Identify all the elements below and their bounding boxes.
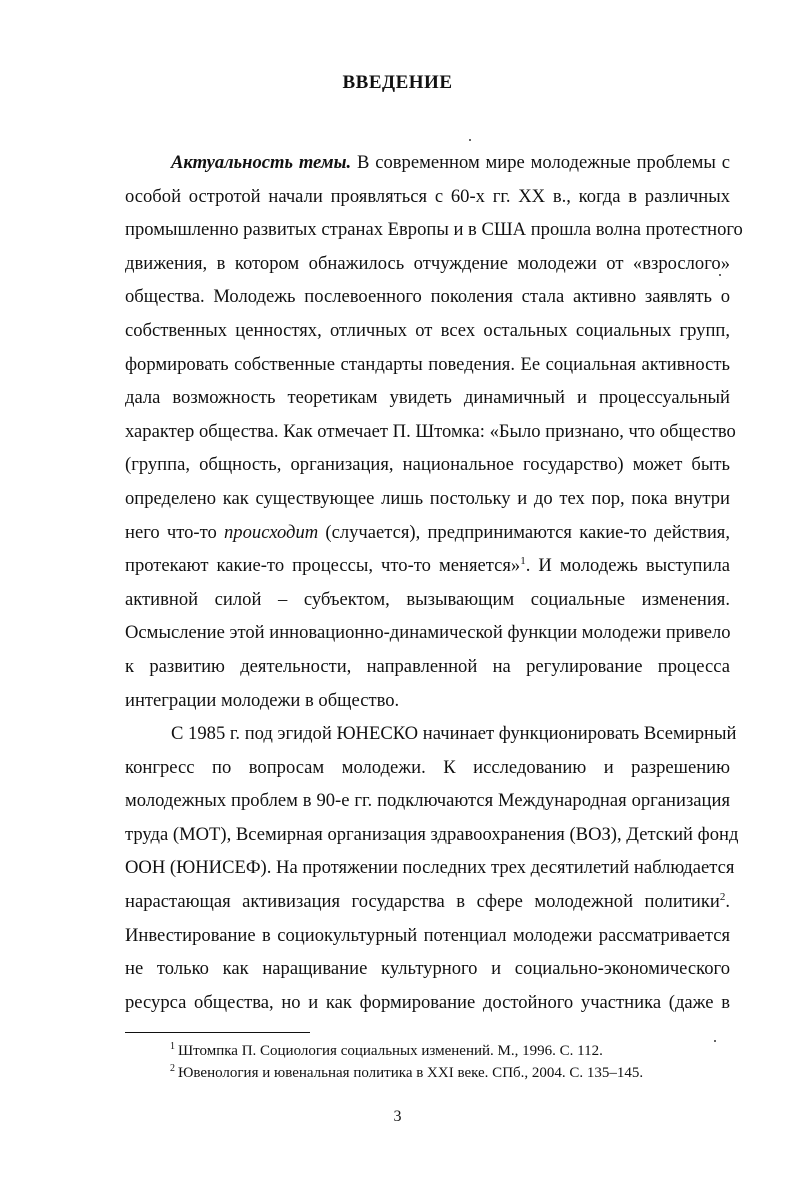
text-line: (группа, общность, организация, национальное государство) может быть [125,454,730,476]
footnotes [170,1040,730,1084]
text-line: движения, в котором обнажилось отчуждение молодежи от «взрослого» [125,252,730,274]
text-line: общества. Молодежь послевоенного поколения стала активно заявлять о [125,286,730,308]
text-line: активной силой – субъектом, вызывающим социальные изменения. [125,588,730,610]
text-line: Инвестирование в социокультурный потенциал молодежи рассматривается [125,924,730,946]
footnote-ref-1[interactable]: 1 [520,554,526,567]
text-line: особой остротой начали проявляться с 60-х гг. XX в., когда в различных [125,185,730,207]
scan-speck [719,274,721,276]
text-line: определено как существующее лишь постольку и до тех пор, пока внутри [125,487,730,509]
scan-speck [469,139,471,141]
paragraph-2 [125,717,739,1019]
scan-speck [714,1040,716,1042]
text-line: ООН (ЮНИСЕФ). На протяжении последних трех десятилетий наблюдается [125,857,735,879]
text-line: нарастающая активизация государства в сфере молодежной политики$^2$. [125,890,730,913]
text-line: С 1985 г. под эгидой ЮНЕСКО начинает функционировать Всемирный [171,723,737,745]
italic-term: происходит [224,521,319,543]
text-line: него что-то происходит (случается), предпринимаются какие-то действия, [125,521,730,543]
text-line: Осмысление этой инновационно-динамической функции молодежи привело [125,622,731,644]
text-line: протекают какие-то процессы, что-то меняется»$^1$. И молодежь выступила [125,554,730,577]
text-line: собственных ценностях, отличных от всех остальных социальных групп, [125,319,730,341]
page-number: 3 [393,1108,402,1125]
footnote-1: $^1$ Штомпка П. Социология социальных изменений. М., 1996. С. 112. [170,1041,603,1059]
text-line: формировать собственные стандарты поведения. Ее социальная активность [125,353,730,375]
paragraph-1 [125,146,743,717]
footnote-2: $^2$ Ювенология и ювенальная политика в XXI веке. СПб., 2004. С. 135–145. [170,1063,644,1081]
text-line: дала возможность теоретикам увидеть динамичный и процессуальный [125,387,730,409]
text-line: характер общества. Как отмечает П. Штомка: «Было признано, что общество [125,420,736,442]
footnote-ref-2[interactable]: 2 [719,890,726,903]
text-line: молодежных проблем в 90-е гг. подключаются Международная организация [125,790,730,812]
text-line: промышленно развитых странах Европы и в США прошла волна протестного [125,219,743,241]
footnote-divider [125,1032,310,1033]
text-line: не только как наращивание культурного и социально-экономического [125,958,730,980]
text-line: Актуальность темы. В современном мире молодежные проблемы с [171,152,731,173]
text-line: труда (МОТ), Всемирная организация здравоохранения (ВОЗ), Детский фонд [125,823,739,845]
text-line: конгресс по вопросам молодежи. К исследованию и разрешению [125,756,730,778]
page-title: ВВЕДЕНИЕ [342,72,453,93]
text-line: к развитию деятельности, направленной на регулирование процесса [125,655,730,677]
text-line: интеграции молодежи в общество. [125,689,400,711]
section-lead: Актуальность темы. [171,152,352,173]
text-line: ресурса общества, но и как формирование достойного участника (даже в [125,991,730,1013]
main-text [125,146,743,1019]
